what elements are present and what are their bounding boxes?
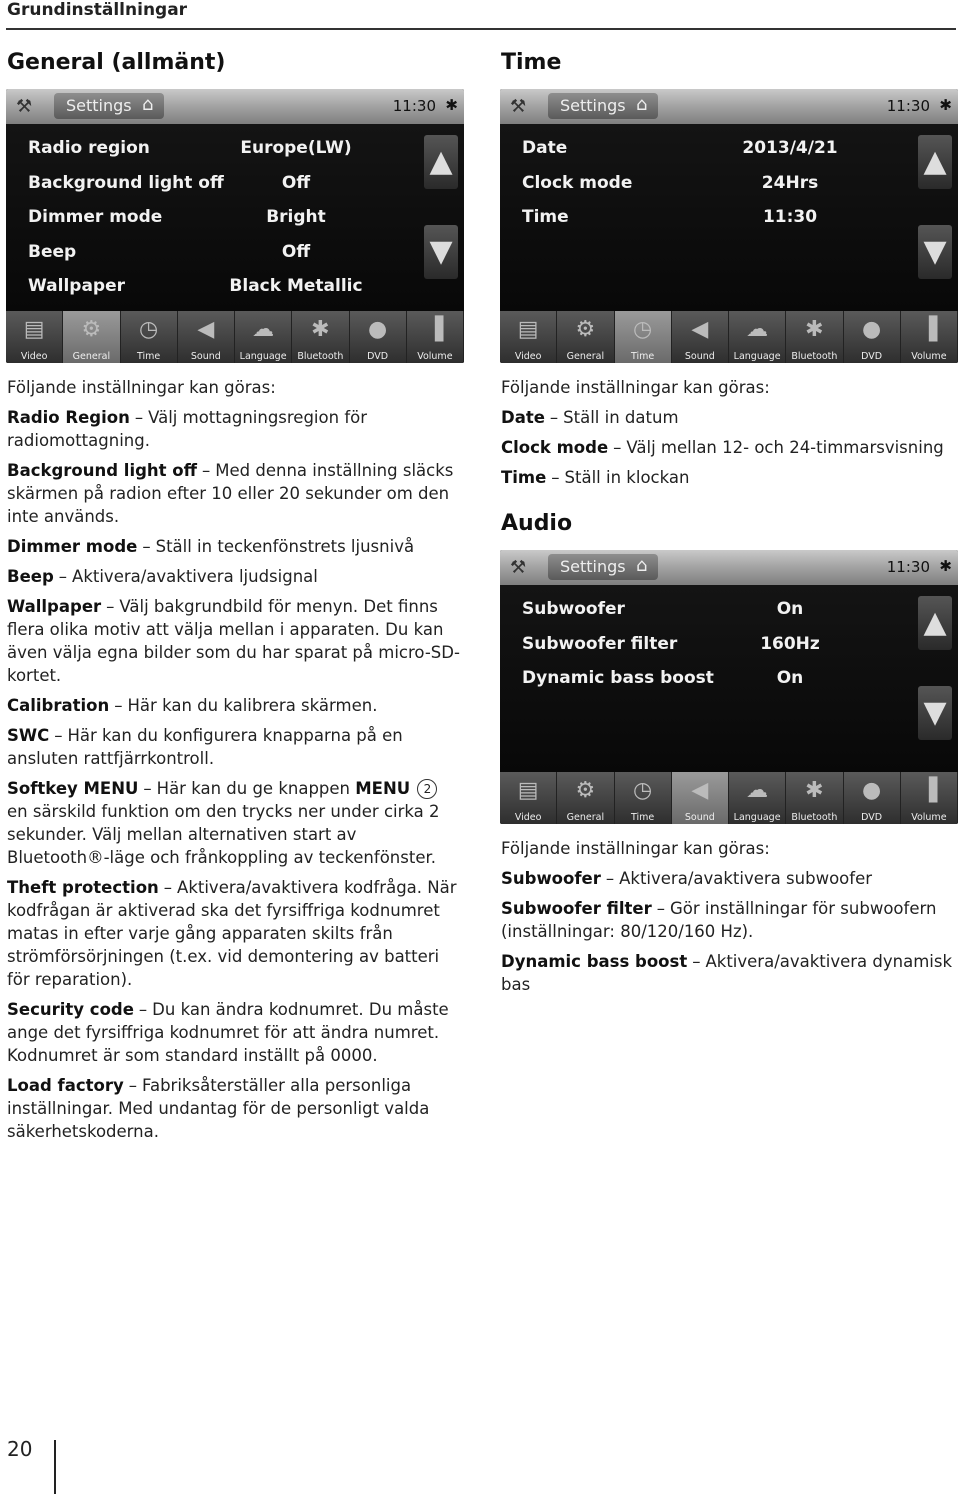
arrow-down-icon: ▼ [923,234,947,269]
dash-separator: – [134,408,144,427]
settings-row[interactable] [6,269,426,304]
dash-separator: – [106,597,115,616]
bluetooth-status-icon: ✱ [445,96,458,114]
setting-label: Subwoofer [522,599,625,619]
definition-text: Välj mottagningsregion för radiomottagning. [7,408,368,450]
tab-label: Time [137,351,161,362]
arrow-down-icon: ▼ [429,234,453,269]
tab-label: Sound [190,351,221,362]
dash-separator: – [163,878,173,897]
definition-item [501,950,959,996]
settings-title[interactable]: Settings [54,93,164,119]
tab-general[interactable] [557,772,614,824]
tab-sound[interactable] [672,311,729,363]
time-settings-screenshot [500,89,958,363]
settings-row[interactable] [6,235,426,270]
bluetooth-status-icon: ✱ [939,557,952,575]
tab-label: Bluetooth [297,351,344,362]
definition-term: Security code [7,1000,134,1019]
chapter-header: Grundinställningar [7,0,188,20]
setting-value[interactable]: Off [281,241,311,262]
definition-text: Aktivera/avaktivera kodfråga. När kodfrågan är aktiverad ska det fyrsiffriga kodnumret matas in efter varje gång apparaten skilts från strömförsörjningen (t.ex. vid demontering av batteri för reparation). [7,878,457,989]
time-description [501,376,956,496]
setting-value[interactable]: Off [281,172,311,193]
clock-display: 11:30 [886,558,930,576]
clock-icon: ◷ [633,317,653,342]
disc-icon: ● [368,317,388,342]
setting-value[interactable]: 160Hz [760,633,820,654]
tab-label: Time [631,351,655,362]
dash-separator: – [114,696,123,715]
bluetooth-icon: ✱ [805,778,824,803]
setting-label: Dynamic bass boost [522,668,714,688]
settings-title[interactable]: Settings [548,554,658,580]
clock-icon: ◷ [633,778,653,803]
header-rule [6,28,956,30]
tab-time[interactable] [615,311,672,363]
general-settings-screenshot [6,89,464,363]
setting-label: Dimmer mode [28,207,163,227]
dash-separator: – [202,461,211,480]
definition-term: Wallpaper [7,597,102,616]
settings-row[interactable] [500,627,920,662]
definition-term: Clock mode [501,438,609,457]
volume-icon: ▐ [920,778,938,803]
general-description [7,376,464,1150]
dash-separator: – [138,1000,148,1019]
tab-general[interactable] [63,311,120,363]
video-icon: ▤ [517,778,539,803]
settings-tools-icon: ⚒ [510,96,527,117]
tab-label: Sound [684,812,715,823]
tab-label: Volume [417,351,453,362]
settings-row[interactable] [500,592,920,627]
tab-sound[interactable] [178,311,235,363]
scroll-down-button[interactable] [918,225,952,279]
disc-icon: ● [862,778,882,803]
setting-label: Clock mode [522,172,633,193]
dash-separator: – [692,952,701,971]
settings-row[interactable] [500,661,920,696]
tab-label: Language [239,351,287,362]
definition-item [501,406,956,429]
settings-row[interactable] [500,200,920,235]
title-bar [6,89,464,124]
audio-settings-screenshot [500,550,958,824]
definition-term: Time [501,468,547,487]
definition-text: Fabriksåterställer alla personliga inställningar. Med undantag för de personligt valda säkerhetskoderna. [7,1076,430,1141]
definition-item [7,1074,464,1143]
dash-separator: – [128,1076,137,1095]
definition-item [7,595,464,687]
definition-text: Aktivera/avaktivera dynamisk bas [501,952,953,994]
definition-item [7,406,464,452]
bluetooth-icon: ✱ [311,317,330,342]
tab-video[interactable] [500,772,557,824]
tab-label: General [566,812,605,823]
definition-item [7,565,464,588]
definition-text: Du kan ändra kodnumret. Du måste ange det fyrsiffriga kodnumret för att ändra numret. Kodnumret är som standard inställt på 0000. [7,1000,449,1065]
dash-separator: – [142,537,151,556]
settings-row[interactable] [500,166,920,201]
definition-term: Beep [7,567,54,586]
key-number-badge: 2 [417,779,437,799]
definition-term: Calibration [7,696,110,715]
definition-term: Subwoofer [501,869,601,888]
audio-description [501,837,959,1003]
general-icon: ⚙ [81,317,102,342]
definition-term: Radio Region [7,408,130,427]
definition-term: SWC [7,726,50,745]
setting-value[interactable]: 11:30 [762,207,818,227]
video-icon: ▤ [23,317,45,342]
scroll-down-button[interactable] [918,686,952,740]
definition-text: en särskild funktion om den trycks ner under cirka 2 sekunder. Välj mellan alternativen start av Bluetooth®-läge och frånkoppling av teckenfönster. [7,802,440,867]
scroll-up-button[interactable] [918,135,952,189]
definition-text: Här kan du ge knappen [156,779,351,798]
tab-label: Video [514,351,542,362]
definition-text: Aktivera/avaktivera ljudsignal [72,567,318,586]
setting-value[interactable]: Europe(LW) [240,138,352,158]
tab-dvd[interactable] [350,311,407,363]
definition-term: Background light off [7,461,197,480]
definition-text: Ställ in klockan [564,468,690,487]
video-icon: ▤ [517,317,539,342]
speaker-icon: ◀ [197,317,215,342]
definition-text: Välj bakgrundbild för menyn. Det finns flera olika motiv att välja mellan i apparaten. Du kan även välja egna bilder som du har sparat på micro-SD-kortet. [7,597,460,685]
tab-label: General [566,351,605,362]
section-title-audio: Audio [501,511,573,536]
definition-item [7,876,464,991]
home-icon[interactable]: ⌂ [636,94,648,115]
dash-separator: – [549,408,559,427]
definition-term: Theft protection [7,878,159,897]
tab-bluetooth[interactable] [786,311,843,363]
dash-separator: – [605,869,615,888]
scroll-up-button[interactable] [918,596,952,650]
section-title-general: General (allmänt) [7,50,226,75]
tab-dvd[interactable] [844,311,901,363]
scroll-up-button[interactable] [424,135,458,189]
tab-label: Language [733,351,781,362]
tab-sound[interactable] [672,772,729,824]
language-icon: ☁ [746,778,769,803]
definition-item [7,694,464,717]
home-icon[interactable]: ⌂ [636,555,648,576]
tab-dvd[interactable] [844,772,901,824]
tab-general[interactable] [557,311,614,363]
dash-separator: – [58,567,68,586]
section-title-time: Time [501,50,562,75]
clock-icon: ◷ [139,317,159,342]
tab-label: General [72,351,111,362]
clock-display: 11:30 [392,97,436,115]
category-tab-bar [6,311,464,363]
definition-text: Med denna inställning släcks skärmen på radion efter 10 eller 20 sekunder om den inte används. [7,461,454,526]
definition-item [7,459,464,528]
tab-label: Bluetooth [791,812,838,823]
settings-title[interactable]: Settings [548,93,658,119]
key-name: MENU [355,779,411,798]
settings-row[interactable] [6,166,426,201]
tab-label: Sound [684,351,715,362]
definition-term: Load factory [7,1076,124,1095]
tab-label: DVD [861,812,883,823]
definition-item [7,998,464,1067]
setting-value[interactable]: On [776,668,804,688]
tab-label: DVD [861,351,883,362]
definition-term: Softkey MENU [7,779,139,798]
category-tab-bar [500,772,958,824]
general-icon: ⚙ [575,778,596,803]
dash-separator: – [656,899,665,918]
page-number: 20 [7,1437,33,1461]
tab-label: Time [631,812,655,823]
clock-display: 11:30 [886,97,930,115]
dash-separator: – [54,726,63,745]
definition-term: Date [501,408,545,427]
settings-list [500,131,920,235]
tab-label: Volume [911,351,947,362]
language-icon: ☁ [746,317,769,342]
speaker-icon: ◀ [691,778,709,803]
tab-label: Language [733,812,781,823]
dash-separator: – [613,438,622,457]
title-bar [500,89,958,124]
settings-list [500,592,920,696]
setting-label: Time [522,207,569,227]
tab-label: Video [20,351,48,362]
definition-text: Ställ in teckenfönstrets ljusnivå [155,537,415,556]
tab-label: Volume [911,812,947,823]
definition-term: Dynamic bass boost [501,952,688,971]
definition-item [7,724,464,770]
setting-label: Wallpaper [28,276,125,296]
arrow-up-icon: ▲ [923,605,947,640]
general-icon: ⚙ [575,317,596,342]
tab-label: Video [514,812,542,823]
tab-volume[interactable] [901,772,958,824]
definition-term: Subwoofer filter [501,899,652,918]
speaker-icon: ◀ [691,317,709,342]
setting-label: Beep [28,241,77,262]
intro-text: Följande inställningar kan göras: [501,839,770,858]
definition-item [501,867,959,890]
definition-text: Aktivera/avaktivera subwoofer [619,869,872,888]
tab-language[interactable] [729,772,786,824]
definition-item [7,535,464,558]
definition-term: Dimmer mode [7,537,138,556]
setting-label: Radio region [28,138,150,158]
bluetooth-icon: ✱ [805,317,824,342]
settings-list [6,131,426,304]
setting-label: Date [522,138,568,158]
arrow-up-icon: ▲ [923,144,947,179]
bluetooth-status-icon: ✱ [939,96,952,114]
setting-label: Subwoofer filter [522,633,678,654]
tab-language[interactable] [729,311,786,363]
settings-tools-icon: ⚒ [16,96,33,117]
language-icon: ☁ [252,317,275,342]
definition-item [7,777,464,869]
tab-volume[interactable] [407,311,464,363]
definition-text: Gör inställningar för subwoofern (inställningar: 80/120/160 Hz). [501,899,937,941]
arrow-down-icon: ▼ [923,695,947,730]
scroll-down-button[interactable] [424,225,458,279]
definition-text: Här kan du kalibrera skärmen. [127,696,378,715]
intro-text: Följande inställningar kan göras: [501,378,770,397]
tab-video[interactable] [6,311,63,363]
setting-value[interactable]: 2013/4/21 [742,138,838,158]
setting-label: Background light off [28,172,224,193]
home-icon[interactable]: ⌂ [142,94,154,115]
tab-label: Bluetooth [791,351,838,362]
settings-row[interactable] [500,131,920,166]
setting-value[interactable]: Black Metallic [229,276,363,296]
settings-row[interactable] [6,200,426,235]
title-bar [500,550,958,585]
setting-value[interactable]: On [776,599,804,619]
tab-bluetooth[interactable] [292,311,349,363]
intro-text: Följande inställningar kan göras: [7,378,276,397]
page-number-rule [54,1440,56,1494]
definition-text: Välj mellan 12- och 24-timmarsvisning [626,438,944,457]
dash-separator: – [551,468,560,487]
tab-label: DVD [367,351,389,362]
settings-row[interactable] [6,131,426,166]
tab-volume[interactable] [901,311,958,363]
volume-icon: ▐ [920,317,938,342]
tab-video[interactable] [500,311,557,363]
disc-icon: ● [862,317,882,342]
definition-item [501,436,956,459]
definition-item [501,466,956,489]
tab-bluetooth[interactable] [786,772,843,824]
setting-value[interactable]: 24Hrs [761,172,819,193]
definition-text: Här kan du konfigurera knapparna på en ansluten rattfjärrkontroll. [7,726,403,768]
tab-time[interactable] [121,311,178,363]
definition-item [501,897,959,943]
definition-text: Ställ in datum [563,408,679,427]
settings-tools-icon: ⚒ [510,557,527,578]
arrow-up-icon: ▲ [429,144,453,179]
dash-separator: – [143,779,152,798]
setting-value[interactable]: Bright [266,207,326,227]
volume-icon: ▐ [426,317,444,342]
category-tab-bar [500,311,958,363]
tab-language[interactable] [235,311,292,363]
tab-time[interactable] [615,772,672,824]
